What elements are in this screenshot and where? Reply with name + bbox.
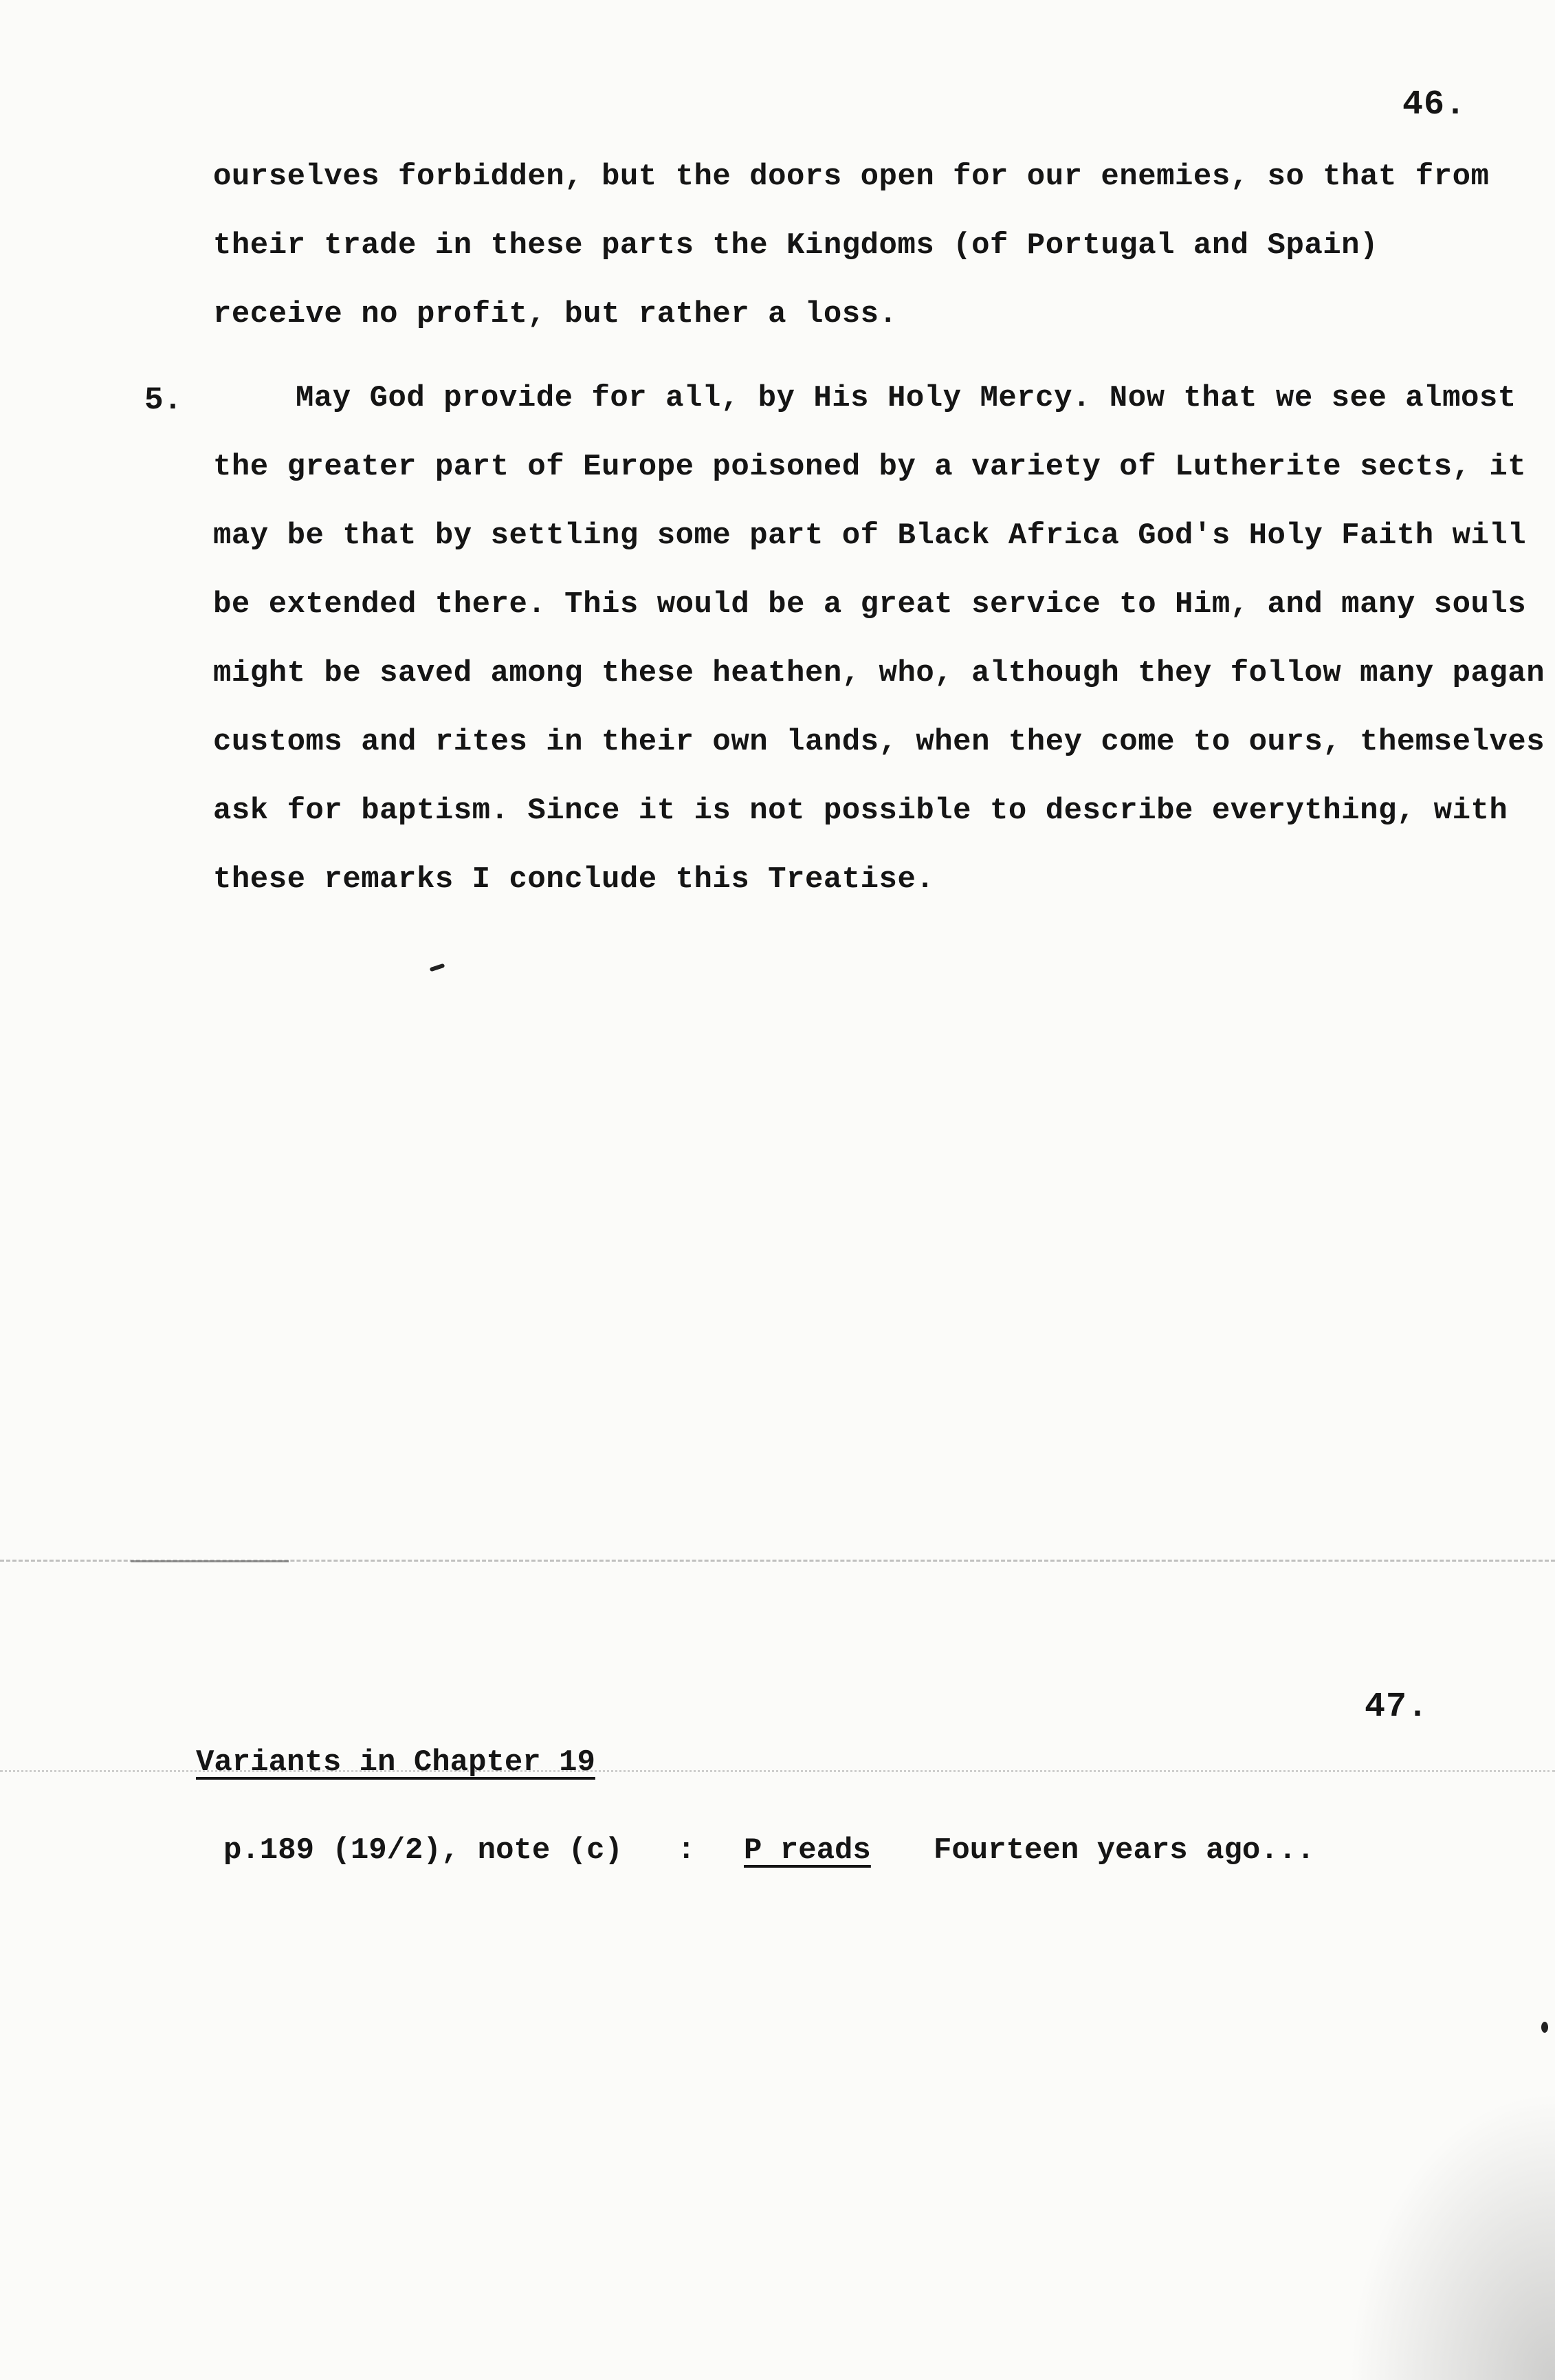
text-line: customs and rites in their own lands, when they come to ours, themselves [213, 725, 1545, 759]
stray-mark [430, 963, 445, 972]
text-line: ourselves forbidden, but the doors open for our enemies, so that from [213, 160, 1490, 194]
text-line: their trade in these parts the Kingdoms (of Portugal and Spain) [213, 228, 1378, 263]
text-line: ask for baptism. Since it is not possible to describe everything, with [213, 794, 1508, 828]
text-line: receive no profit, but rather a loss. [213, 297, 898, 331]
variant-separator: : [677, 1833, 696, 1868]
scan-noise [1349, 2091, 1555, 2380]
text-line: May God provide for all, by His Holy Mercy. Now that we see almost [296, 381, 1517, 415]
variant-reference: p.189 (19/2), note (c) [223, 1833, 623, 1868]
scan-speck [1541, 2022, 1548, 2033]
text-line: these remarks I conclude this Treatise. [213, 862, 935, 897]
text-line: the greater part of Europe poisoned by a variety of Lutherite sects, it [213, 450, 1527, 484]
section-heading: Variants in Chapter 19 [196, 1745, 595, 1780]
paragraph-number: 5. [144, 382, 183, 418]
page-divider-segment [131, 1560, 289, 1562]
text-line: may be that by settling some part of Black Africa God's Holy Faith will [213, 518, 1527, 553]
variant-label: P reads [744, 1833, 871, 1868]
text-line: might be saved among these heathen, who, although they follow many pagan [213, 656, 1545, 690]
variant-text: Fourteen years ago... [934, 1833, 1315, 1868]
text-line: be extended there. This would be a great service to Him, and many souls [213, 587, 1527, 622]
page-number-top: 46. [1402, 85, 1467, 124]
page-number-bottom: 47. [1365, 1688, 1429, 1727]
